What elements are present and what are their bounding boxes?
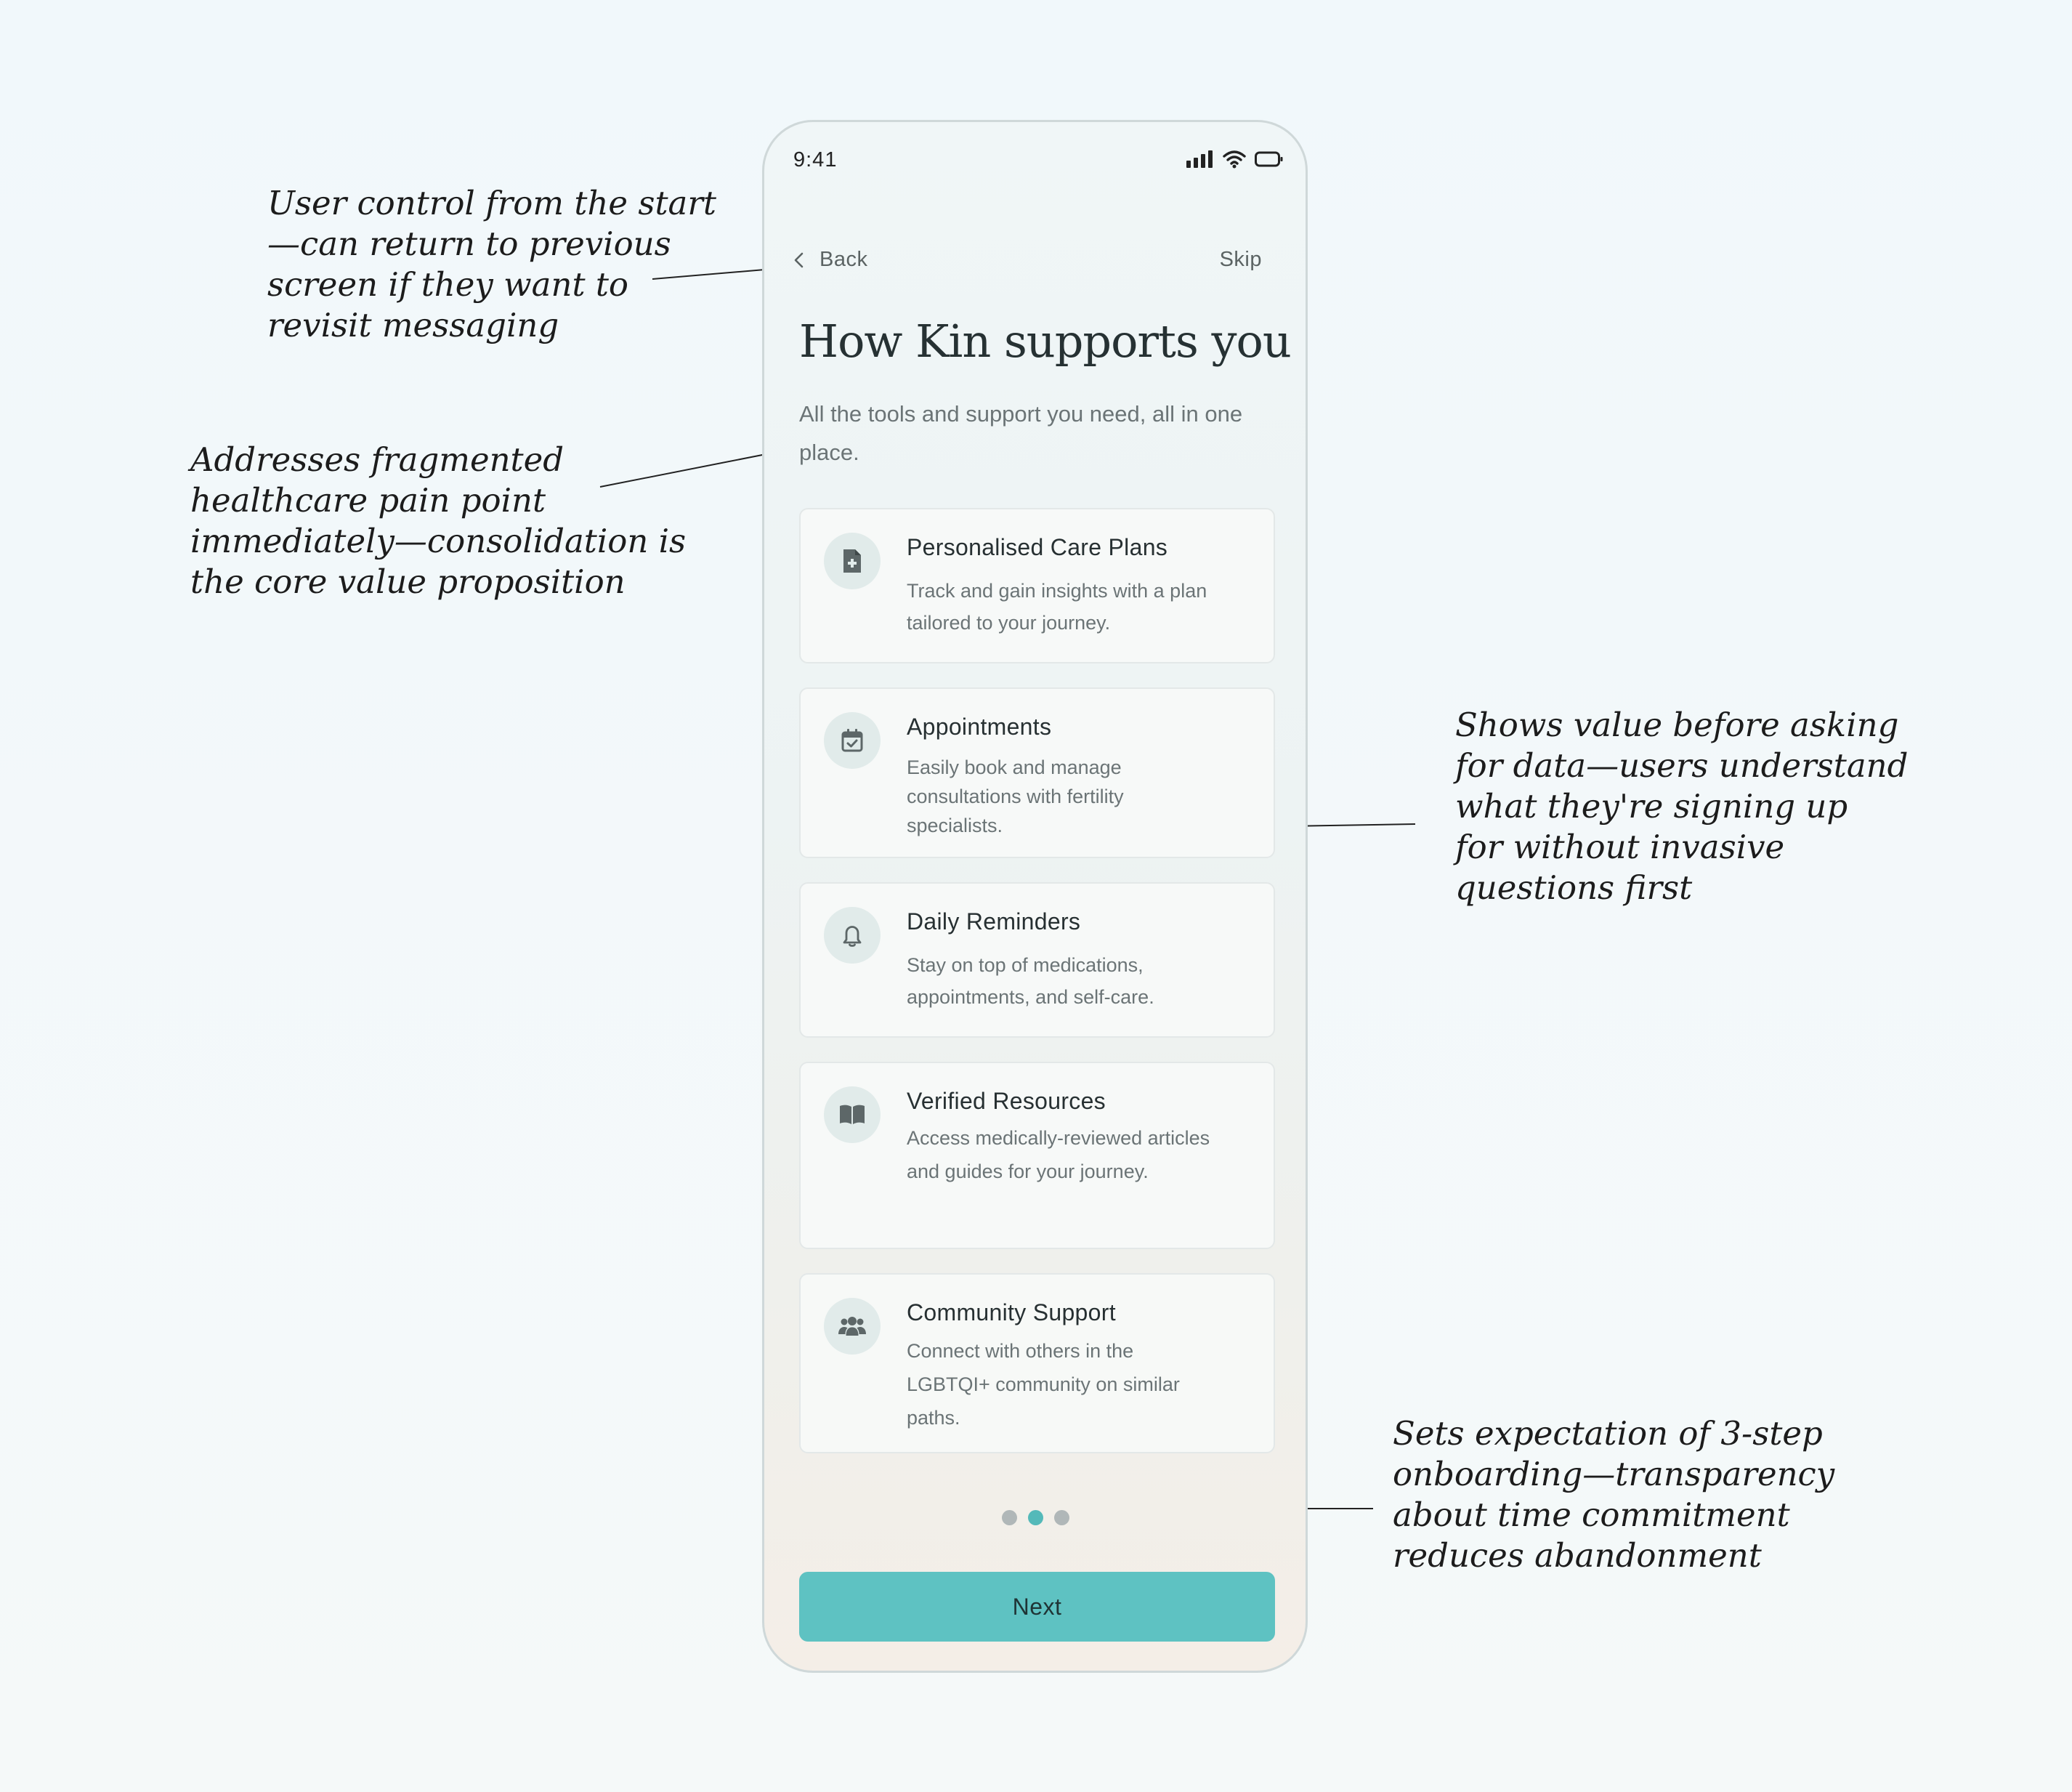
feature-title: Verified Resources — [907, 1088, 1106, 1114]
annotation-back: User control from the start —can return to previous screen if they want to revisit messaging — [267, 184, 716, 344]
status-time: 9:41 — [793, 148, 838, 171]
wifi-icon — [1223, 150, 1246, 169]
skip-button[interactable]: Skip — [1219, 248, 1262, 271]
pagination-dots — [1002, 1510, 1069, 1525]
chevron-left-icon — [793, 251, 804, 269]
status-icons — [1186, 150, 1284, 169]
pagination-dot[interactable] — [1054, 1510, 1069, 1525]
feature-card-community[interactable] — [799, 1273, 1275, 1453]
page-subtitle: All the tools and support you need, all in one place. — [799, 401, 1243, 465]
feature-title: Personalised Care Plans — [907, 534, 1168, 560]
battery-icon — [1255, 150, 1284, 168]
feature-description: Stay on top of medications, appointments, and self-care. — [907, 954, 1154, 1008]
bell-icon — [824, 907, 881, 964]
feature-description: Access medically-reviewed articles and guides for your journey. — [907, 1127, 1210, 1182]
annotation-pagination: Sets expectation of 3-step onboarding—transparency about time commitment reduces abandonment — [1393, 1414, 1835, 1575]
feature-title: Daily Reminders — [907, 908, 1081, 935]
feature-card-appointments[interactable] — [799, 687, 1275, 858]
feature-card-reminders[interactable] — [799, 882, 1275, 1038]
feature-description: Easily book and manage consultations with fertility specialists. — [907, 756, 1124, 836]
calendar-check-icon — [824, 712, 881, 769]
pagination-dot-active[interactable] — [1028, 1510, 1043, 1525]
signal-icon — [1186, 150, 1214, 168]
feature-description: Connect with others in the LGBTQI+ community on similar paths. — [907, 1340, 1180, 1429]
book-icon — [824, 1086, 881, 1143]
feature-title: Appointments — [907, 714, 1052, 740]
phone-screen — [762, 120, 1308, 1673]
annotation-features: Shows value before asking for data—users understand what they're signing up for without invasive questions first — [1455, 706, 1909, 907]
top-navigation — [793, 248, 1262, 280]
next-button[interactable]: Next — [799, 1572, 1275, 1642]
feature-card-care-plans[interactable] — [799, 508, 1275, 663]
page-title: How Kin supports you — [799, 315, 1291, 368]
feature-title: Community Support — [907, 1299, 1116, 1325]
back-button[interactable] — [793, 248, 867, 272]
pagination-dot[interactable] — [1002, 1510, 1017, 1525]
feature-card-resources[interactable] — [799, 1062, 1275, 1249]
document-plus-icon — [824, 533, 881, 589]
people-icon — [824, 1298, 881, 1355]
back-label: Back — [820, 248, 868, 271]
feature-description: Track and gain insights with a plan tailored to your journey. — [907, 580, 1207, 634]
annotation-subtitle: Addresses fragmented healthcare pain point immediately—consolidation is the core value proposition — [190, 440, 687, 601]
